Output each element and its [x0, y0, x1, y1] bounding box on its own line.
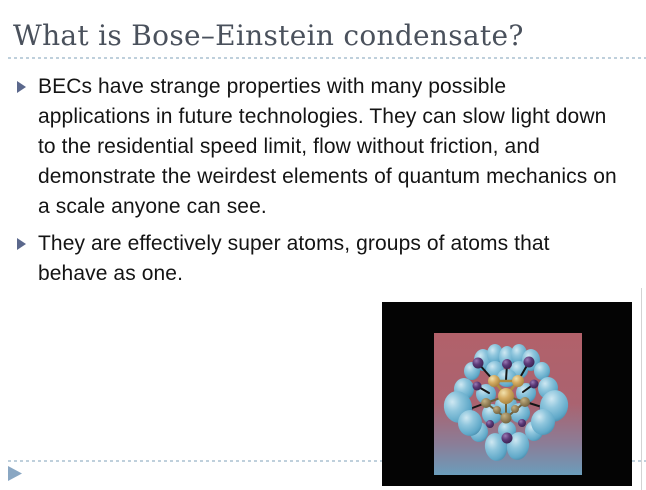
title-divider-rule	[8, 57, 646, 59]
molecule-figure	[382, 302, 632, 486]
molecule-figure-graphic	[382, 302, 632, 486]
slide-body	[15, 72, 621, 296]
bullet-item	[15, 72, 621, 222]
slide-title: What is Bose–Einstein condensate?	[13, 19, 524, 52]
bullet-text: They are effectively super atoms, groups of atoms that behave as one.	[38, 232, 550, 285]
triangle-bullet-icon	[17, 81, 26, 93]
picture-edge-line	[641, 288, 642, 490]
next-slide-arrow-icon	[7, 466, 23, 481]
triangle-bullet-icon	[17, 238, 26, 250]
bullet-item	[15, 229, 621, 289]
bullet-text: BECs have strange properties with many possible applications in future technologies. They can slow light down to the residential speed limit, flow without friction, and demonstrate the weirdest elements of quantum mechanics on a scale anyone can see.	[38, 75, 617, 218]
